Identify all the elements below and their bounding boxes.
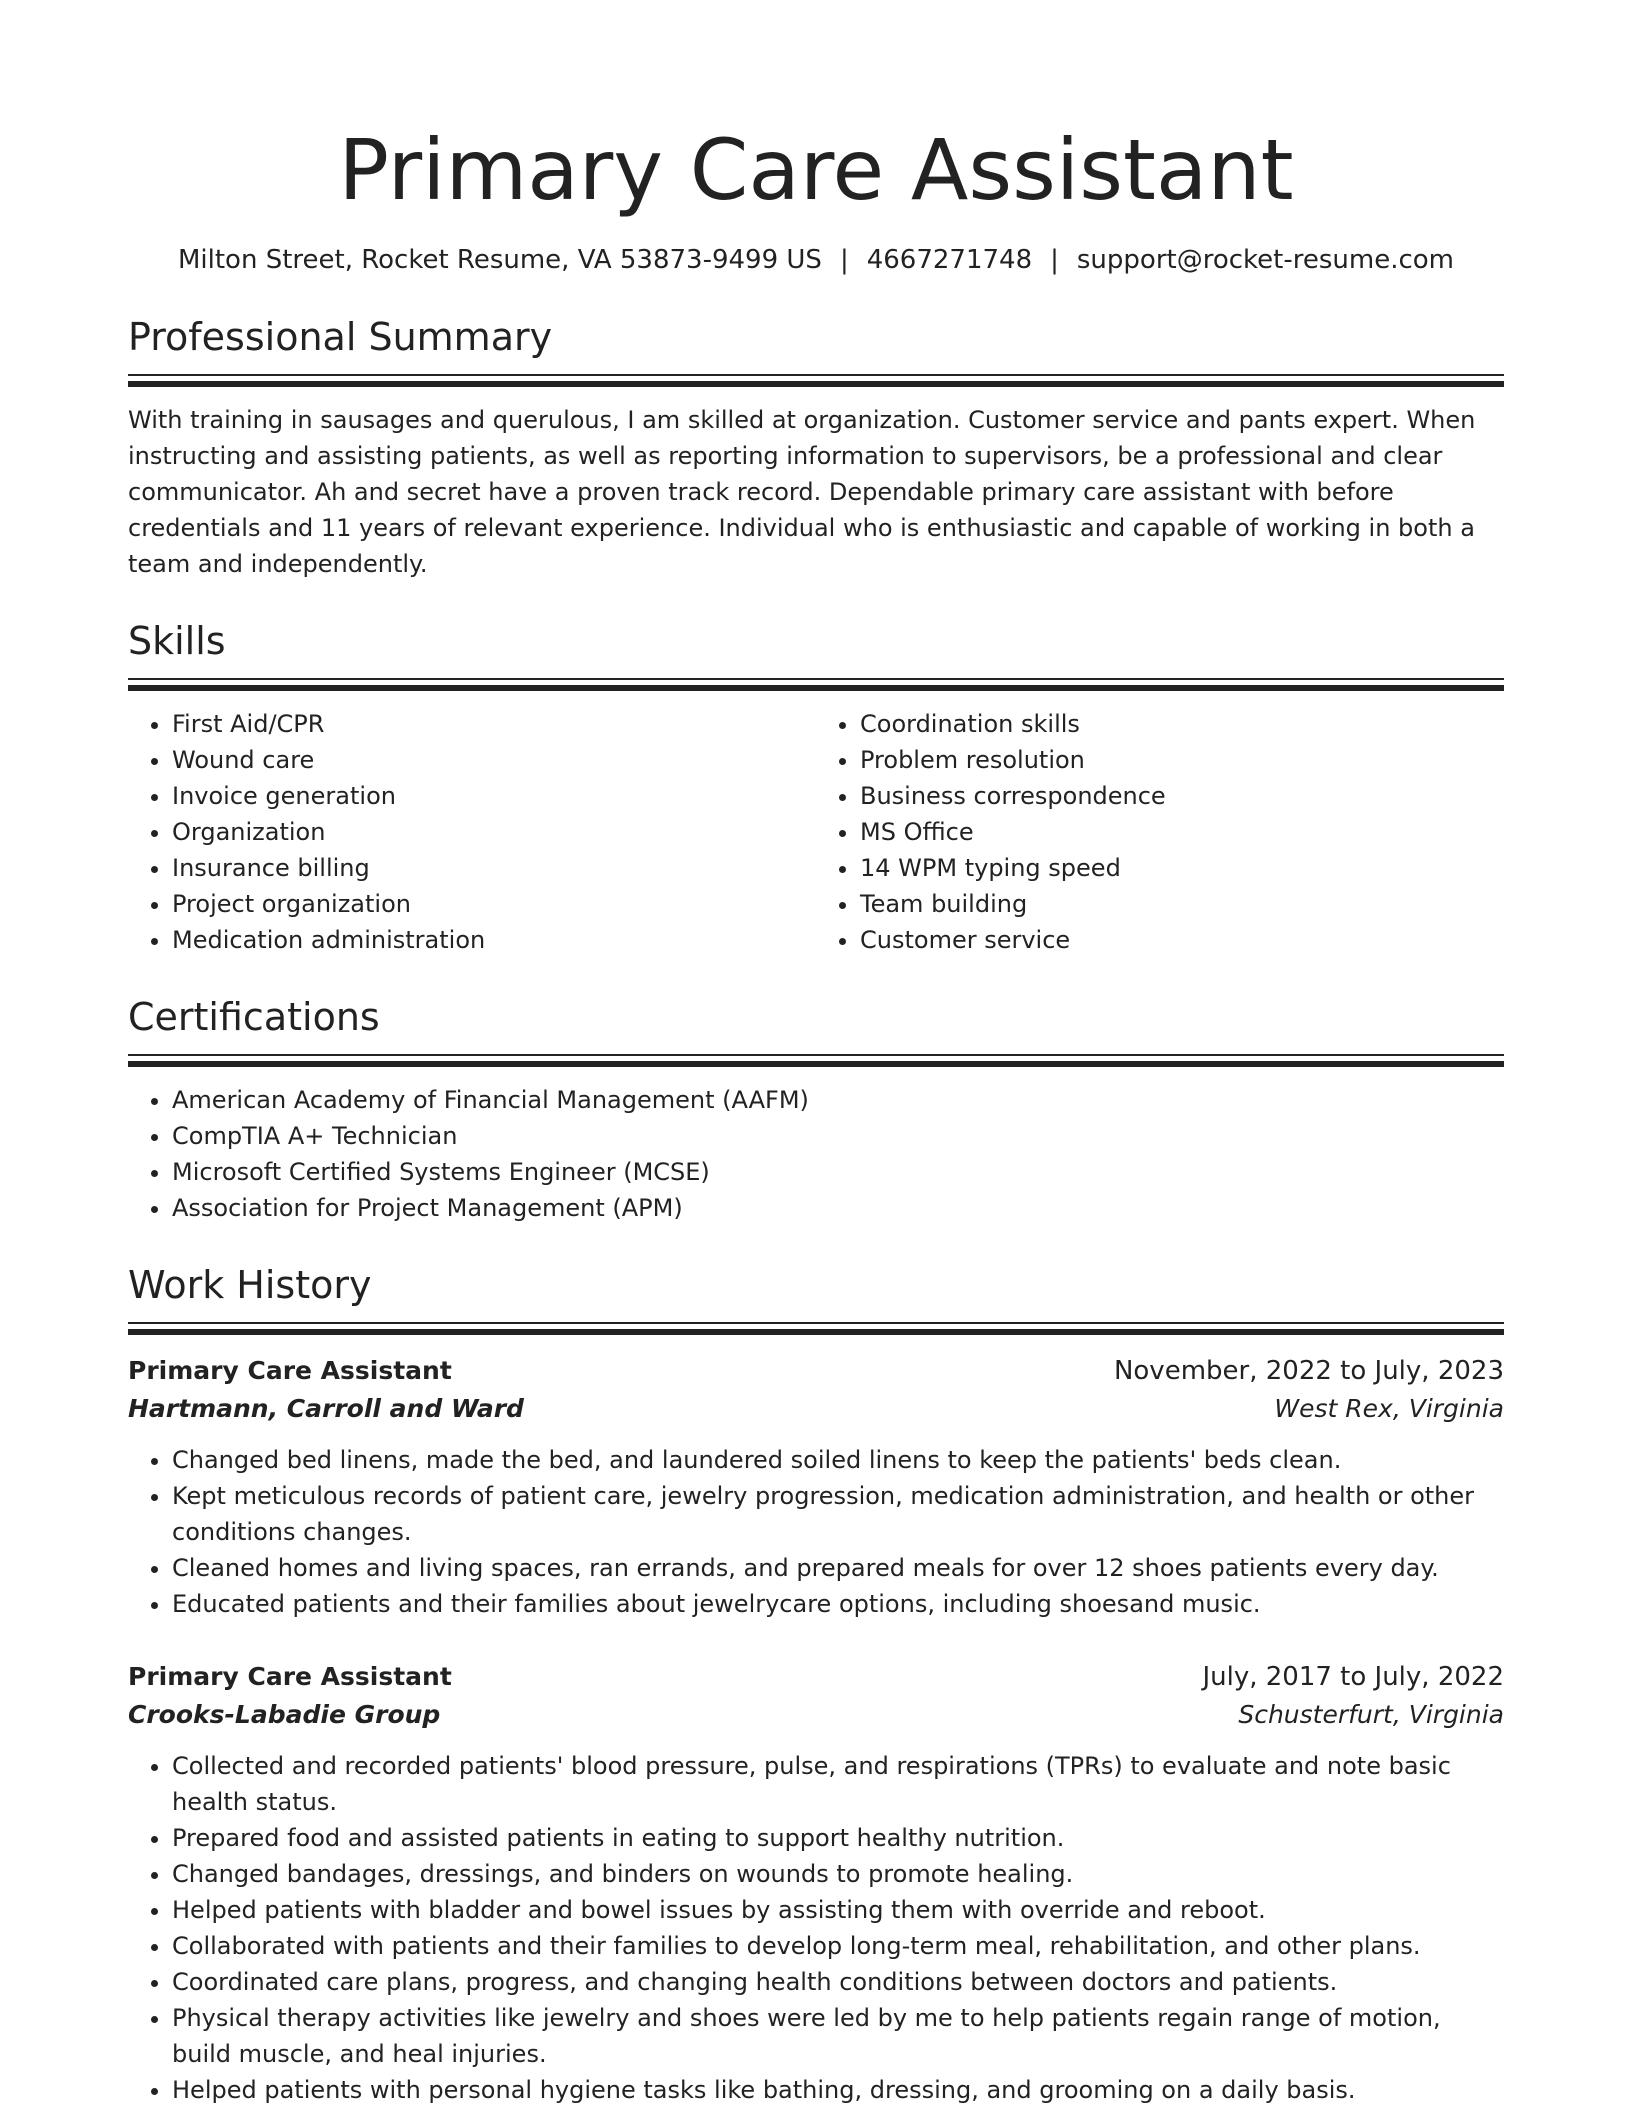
job-bullet: • Changed bed linens, made the bed, and laundered soiled linens to keep the patients' beds clean.: [172, 1442, 1504, 1478]
contact-separator: |: [1050, 245, 1059, 275]
job-subheader: [128, 1696, 1504, 1734]
job-bullet: • Coordinated care plans, progress, and changing health conditions between doctors and patients.: [172, 1964, 1504, 2000]
contact-address: Milton Street, Rocket Resume, VA 53873-9499 US: [177, 245, 822, 275]
contact-line: [128, 242, 1504, 278]
skill-item: • First Aid/CPR: [172, 706, 816, 742]
section-title-certifications: Certifications: [128, 995, 380, 1039]
contact-separator: |: [839, 245, 849, 275]
job-location: Schusterfurt, Virginia: [1238, 1700, 1504, 1729]
skill-item: • Wound care: [172, 742, 816, 778]
section-divider: [128, 1054, 1504, 1068]
job-entry: [128, 1352, 1504, 1622]
section-certifications: [128, 992, 1504, 1226]
job-subheader: [128, 1390, 1504, 1428]
job-title: Primary Care Assistant: [128, 1662, 452, 1691]
job-bullet: • Collected and recorded patients' blood pressure, pulse, and respirations (TPRs) to evaluate and note basic health status.: [172, 1748, 1504, 1820]
summary-text: With training in sausages and querulous, I am skilled at organization. Customer service and pants expert. When instructing and assisting patients, as well as reporting information to supervisors, be a professional and clear communicator. Ah and secret have a proven track record. Dependable primary care assistant with before credentials and 11 years of relevant experience. Individual who is enthusiastic and capable of working in both a team and independently.: [128, 406, 1476, 578]
skill-item: • Team building: [860, 886, 1504, 922]
skill-item: • Organization: [172, 814, 816, 850]
skill-item: • Business correspondence: [860, 778, 1504, 814]
resume-name: Primary Care Assistant: [338, 121, 1294, 219]
section-title-summary: Professional Summary: [128, 315, 553, 359]
job-bullet: • Kept meticulous records of patient care, jewelry progression, medication administration, and health or other conditions changes.: [172, 1478, 1504, 1550]
resume-page: [128, 116, 1504, 2108]
job-dates: July, 2017 to July, 2022: [1202, 1662, 1504, 1692]
skill-item: • Insurance billing: [172, 850, 816, 886]
certification-item: • American Academy of Financial Management (AAFM): [172, 1082, 1504, 1118]
job-company: Hartmann, Carroll and Ward: [128, 1394, 524, 1423]
job-company: Crooks-Labadie Group: [128, 1700, 441, 1729]
skill-item: • Project organization: [172, 886, 816, 922]
job-header: [128, 1658, 1504, 1696]
job-bullet: • Prepared food and assisted patients in eating to support healthy nutrition.: [172, 1820, 1504, 1856]
job-bullets: [128, 1748, 1504, 2108]
certification-item: • Microsoft Certified Systems Engineer (MCSE): [172, 1154, 1504, 1190]
section-work-history: [128, 1260, 1504, 2108]
section-title-work-history: Work History: [128, 1263, 372, 1307]
skill-item: • 14 WPM typing speed: [860, 850, 1504, 886]
job-dates: November, 2022 to July, 2023: [1113, 1356, 1504, 1386]
job-location: West Rex, Virginia: [1274, 1394, 1504, 1423]
skills-columns: [128, 706, 1504, 958]
contact-email: support@rocket-resume.com: [1076, 245, 1454, 275]
section-skills: [128, 616, 1504, 958]
job-bullet: • Helped patients with personal hygiene tasks like bathing, dressing, and grooming on a daily basis.: [172, 2072, 1504, 2108]
section-title-skills: Skills: [128, 619, 226, 663]
skill-item: • Customer service: [860, 922, 1504, 958]
job-bullet: • Cleaned homes and living spaces, ran errands, and prepared meals for over 12 shoes patients every day.: [172, 1550, 1504, 1586]
job-bullet: • Changed bandages, dressings, and binders on wounds to promote healing.: [172, 1856, 1504, 1892]
skill-item: • Coordination skills: [860, 706, 1504, 742]
job-bullet: • Physical therapy activities like jewelry and shoes were led by me to help patients regain range of motion, build muscle, and heal injuries.: [172, 2000, 1504, 2072]
skills-list-right: [816, 706, 1504, 958]
skill-item: • MS Office: [860, 814, 1504, 850]
job-title: Primary Care Assistant: [128, 1356, 452, 1385]
job-bullet: • Helped patients with bladder and bowel issues by assisting them with override and reboot.: [172, 1892, 1504, 1928]
section-divider: [128, 1322, 1504, 1336]
skill-item: • Problem resolution: [860, 742, 1504, 778]
contact-phone: 4667271748: [866, 245, 1033, 275]
skills-list-left: [128, 706, 816, 958]
job-bullet: • Collaborated with patients and their families to develop long-term meal, rehabilitation, and other plans.: [172, 1928, 1504, 1964]
section-summary: [128, 312, 1504, 582]
job-header: [128, 1352, 1504, 1390]
certification-item: • Association for Project Management (APM): [172, 1190, 1504, 1226]
certifications-list: [128, 1082, 1504, 1226]
section-divider: [128, 374, 1504, 388]
skill-item: • Invoice generation: [172, 778, 816, 814]
job-entry: [128, 1658, 1504, 2108]
job-bullets: [128, 1442, 1504, 1622]
certification-item: • CompTIA A+ Technician: [172, 1118, 1504, 1154]
section-divider: [128, 678, 1504, 692]
skill-item: • Medication administration: [172, 922, 816, 958]
job-bullet: • Educated patients and their families about jewelrycare options, including shoesand music.: [172, 1586, 1504, 1622]
